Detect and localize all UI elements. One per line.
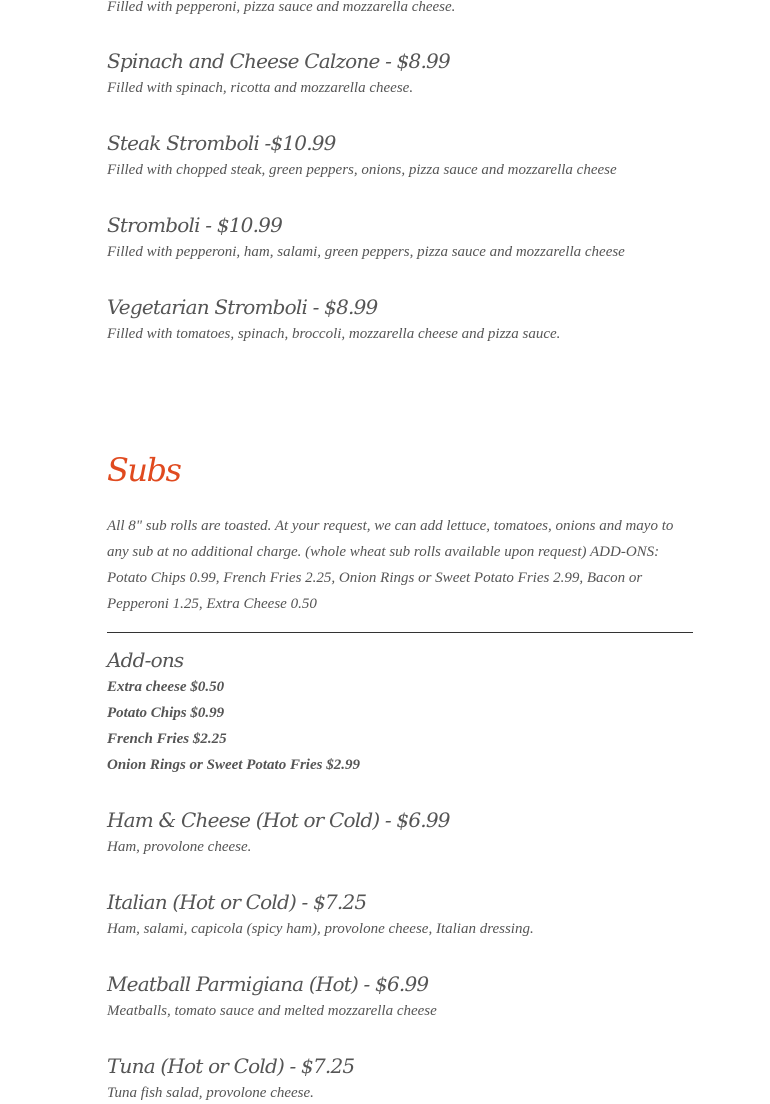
- item-description: Filled with spinach, ricotta and mozzarella cheese.: [107, 80, 414, 96]
- section-title-subs: Subs: [107, 451, 181, 489]
- section-divider: [107, 632, 693, 633]
- item-title-ham-cheese: Ham & Cheese (Hot or Cold) - $6.99: [107, 808, 450, 832]
- item-title-stromboli: Stromboli - $10.99: [107, 213, 282, 237]
- item-description: Filled with pepperoni, pizza sauce and mozzarella cheese.: [107, 0, 456, 15]
- item-title-italian: Italian (Hot or Cold) - $7.25: [107, 890, 367, 914]
- item-description: Filled with chopped steak, green peppers, onions, pizza sauce and mozzarella cheese: [107, 162, 617, 178]
- item-description: Tuna fish salad, provolone cheese.: [107, 1085, 314, 1101]
- addon-line: Extra cheese $0.50: [107, 679, 225, 695]
- subs-intro: All 8" sub rolls are toasted. At your request, we can add lettuce, tomatoes, onions and mayo to any sub at no additional charge. (whole wheat sub rolls available upon request) ADD-ONS: Potato Chips 0.99, French Fries 2.25, Onion Rings or Sweet Potato Fries 2.99, Bacon or Pepperoni 1.25, Extra Cheese 0.50: [107, 518, 674, 612]
- item-title-steak-stromboli: Steak Stromboli -$10.99: [107, 131, 336, 155]
- addon-line: Potato Chips $0.99: [107, 705, 225, 721]
- item-description: Ham, provolone cheese.: [107, 839, 252, 855]
- addon-line: Onion Rings or Sweet Potato Fries $2.99: [107, 757, 360, 773]
- item-title-tuna: Tuna (Hot or Cold) - $7.25: [107, 1054, 355, 1078]
- addon-line: French Fries $2.25: [107, 731, 227, 747]
- addons-title: Add-ons: [107, 648, 184, 672]
- item-description: Ham, salami, capicola (spicy ham), provolone cheese, Italian dressing.: [107, 921, 534, 937]
- item-description: Filled with pepperoni, ham, salami, green peppers, pizza sauce and mozzarella cheese: [107, 244, 625, 260]
- item-title-vegetarian-stromboli: Vegetarian Stromboli - $8.99: [107, 295, 378, 319]
- item-title-meatball-parmigiana: Meatball Parmigiana (Hot) - $6.99: [107, 972, 429, 996]
- item-description: Filled with tomatoes, spinach, broccoli, mozzarella cheese and pizza sauce.: [107, 326, 561, 342]
- item-description: Meatballs, tomato sauce and melted mozzarella cheese: [107, 1003, 437, 1019]
- item-title-spinach-calzone: Spinach and Cheese Calzone - $8.99: [107, 49, 450, 73]
